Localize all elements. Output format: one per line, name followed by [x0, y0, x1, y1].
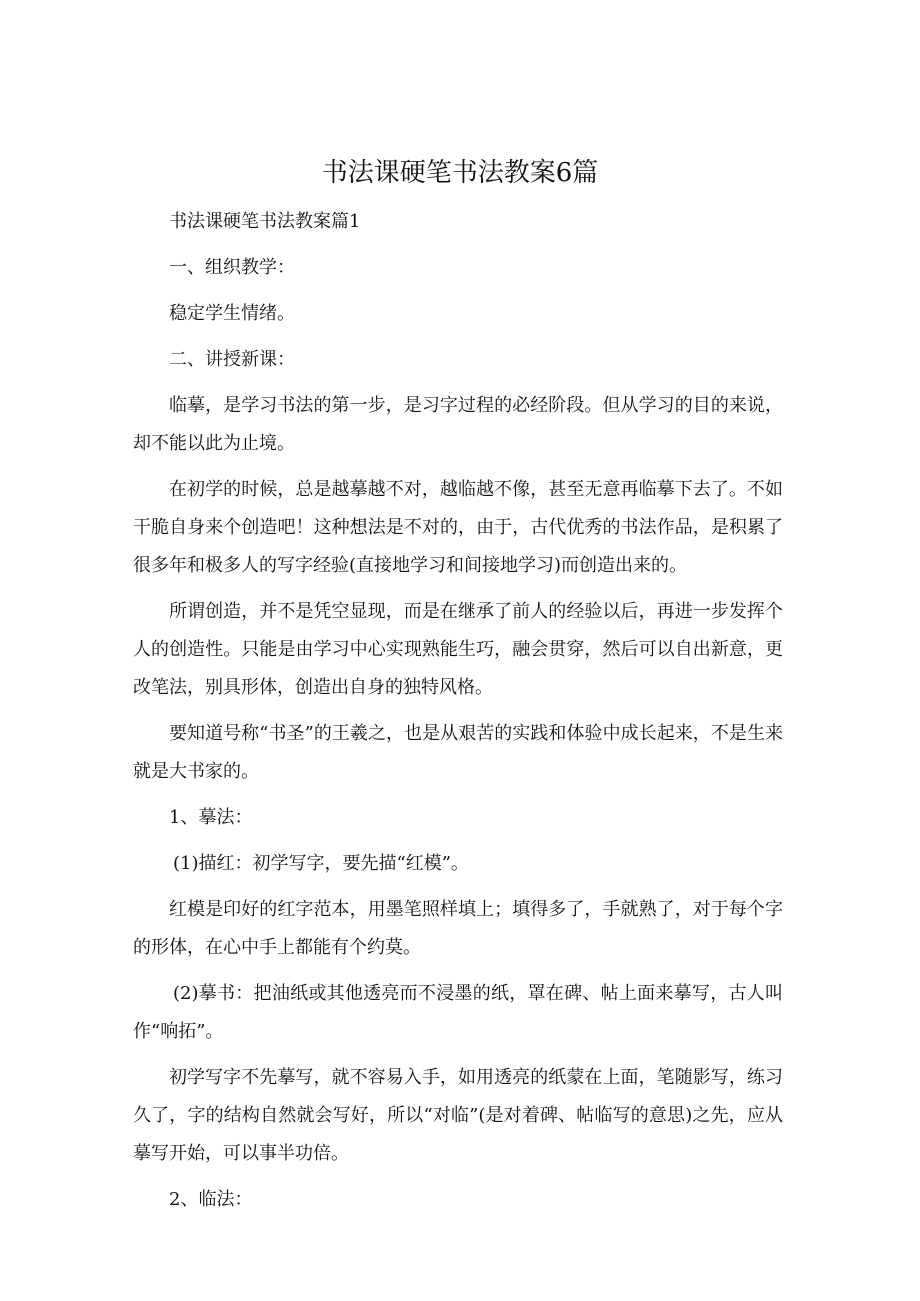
paragraph: (1)描红：初学写字，要先描“红模”。: [173, 853, 469, 874]
paragraph: 2、临法：: [169, 1189, 253, 1210]
document-title: 书法课硬笔书法教案6篇: [321, 158, 599, 188]
paragraph: 临摹，是学习书法的第一步，是习字过程的必经阶段。但从学习的目的来说，却不能以此为止境。: [133, 395, 783, 454]
paragraph: 1、摹法：: [169, 807, 253, 828]
paragraph: 在初学的时候，总是越摹越不对，越临越不像，甚至无意再临摹下去了。不如干脆自身来个创造吧！这种想法是不对的，由于，古代优秀的书法作品，是积累了很多年和极多人的写字经验(直接地学习和间接地学习)而创造出来的。: [133, 479, 783, 576]
paragraph: 二、讲授新课：: [169, 349, 295, 370]
document-body: [133, 203, 783, 1219]
paragraph: 初学写字不先摹写，就不容易入手，如用透亮的纸蒙在上面，笔随影写，练习久了，字的结构自然就会写好，所以“对临”(是对着碑、帖临写的意思)之先，应从摹写开始，可以事半功倍。: [133, 1067, 783, 1164]
paragraph: 红模是印好的红字范本，用墨笔照样填上；填得多了，手就熟了，对于每个字的形体，在心中手上都能有个约莫。: [133, 899, 783, 958]
section-heading: 书法课硬笔书法教案篇1: [169, 211, 361, 232]
paragraph: (2)摹书：把油纸或其他透亮而不浸墨的纸，罩在碑、帖上面来摹写，古人叫作“响拓”。: [133, 983, 783, 1042]
paragraph: 所谓创造，并不是凭空显现，而是在继承了前人的经验以后，再进一步发挥个人的创造性。只能是由学习中心实现熟能生巧，融会贯穿，然后可以自出新意，更改笔法，别具形体，创造出自身的独特风格。: [133, 601, 783, 698]
paragraph: 一、组织教学：: [169, 257, 295, 278]
paragraph: 要知道号称“书圣”的王羲之，也是从艰苦的实践和体验中成长起来，不是生来就是大书家的。: [133, 723, 783, 782]
paragraph: 稳定学生情绪。: [169, 303, 295, 324]
